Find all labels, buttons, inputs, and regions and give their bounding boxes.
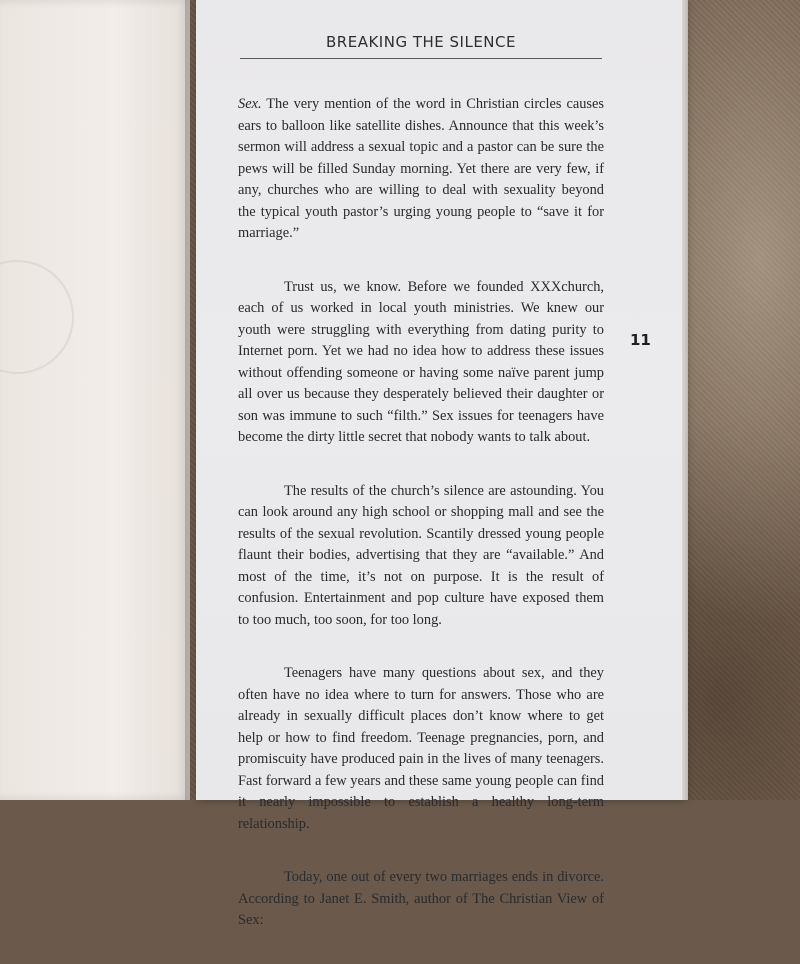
page-number: 11 — [630, 331, 651, 349]
paragraph-2: Trust us, we know. Before we founded XXXchurch, each of us worked in local youth ministries. We knew our youth were struggling with everything from dating purity to Internet porn. Yet we had no idea how to address these issues without offending someone or having some naïve parent jump all over us because they desperately believed their daughter or son was immune to such “filth.” Sex issues for teenagers have become the dirty little secret that nobody wants to talk about. — [238, 278, 604, 445]
running-head-rule — [240, 58, 602, 59]
faint-stamp-mark — [0, 260, 74, 374]
paragraph-1-text: The very mention of the word in Christian circles causes ears to balloon like satellite dishes. Announce that this week’s sermon will address a sexual topic and a pastor can be sure the pews will be filled Sunday morning. Yet there are very few, if any, churches who are willing to deal with sexuality beyond the typical youth pastor’s urging young people to “save it for marriage.” — [238, 96, 604, 241]
page-edge — [682, 0, 688, 800]
left-page — [0, 0, 190, 800]
running-head: BREAKING THE SILENCE — [326, 33, 516, 51]
paragraph-5: Today, one out of every two marriages ends in divorce. According to Janet E. Smith, author of The Christian View of Sex: — [238, 869, 604, 928]
paragraph-1 — [238, 94, 604, 245]
body-text — [238, 94, 604, 964]
paragraph-3: The results of the church’s silence are astounding. You can look around any high school or shopping mall and see the results of the sexual revolution. Scantily dressed young people flaunt their bodies, advertising that they are “available.” And most of the time, it’s not on purpose. It is the result of confusion. Entertainment and pop culture have exposed them to too much, too soon, for too long. — [238, 482, 604, 628]
paragraph-1-lead: Sex. — [238, 96, 262, 112]
paragraph-4: Teenagers have many questions about sex, and they often have no idea where to turn for answers. Those who are already in sexually difficult places don’t know where to get help or how to find freedom. Teenage pregnancies, porn, and promiscuity have produced pain in the lives of many teenagers. Fast forward a few years and these same young people can find it nearly impossible to establish a healthy long-term relationship. — [238, 665, 604, 832]
